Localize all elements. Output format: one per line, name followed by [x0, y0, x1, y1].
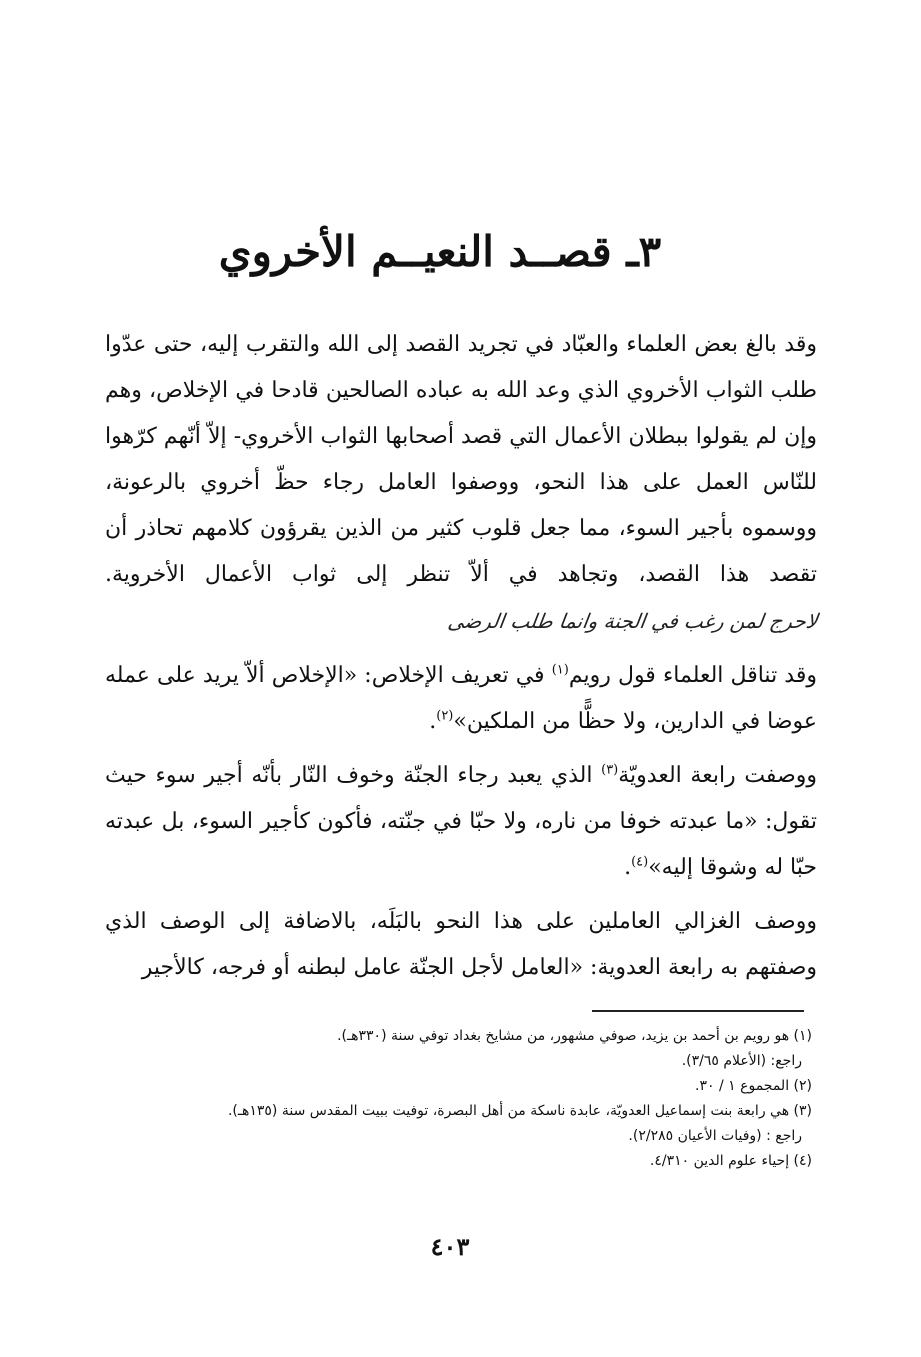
footnote-ref-1: (١): [551, 662, 569, 678]
page-number: ٤٠٣: [430, 1232, 470, 1261]
paragraph-1: [105, 322, 817, 645]
footnote-3: (٣) هي رابعة بنت إسماعيل العدويّة، عابدة ناسكة من أهل البصرة، توفيت ببيت المقدس سنة (١٣٥هـ).: [227, 1103, 812, 1119]
footnote-3-reference: راجع : (وفيات الأعيان ٢/٢٨٥).: [628, 1128, 802, 1144]
footnote-ref-4: (٤): [631, 854, 649, 870]
paragraph-2-text-b: في تعريف الإخلاص: «الإخلاص ألاّ يريد على عمله عوضا في الدارين، ولا حظًّا من الملكين»: [105, 663, 817, 734]
paragraph-2-text-a: وقد تناقل العلماء قول رويم: [568, 663, 817, 688]
paragraph-4: [105, 899, 817, 991]
footnote-2: (٢) المجموع ١ / ٣٠.: [695, 1078, 812, 1094]
section-title: ٣ـ قصــد النعيــم الأخروي: [218, 227, 662, 276]
footnote-1-reference: راجع: (الأعلام ٣/٦٥).: [681, 1053, 802, 1069]
paragraph-3-text-a: ووصفت رابعة العدويّة: [618, 763, 817, 788]
paragraph-4-text: ووصف الغزالي العاملين على هذا النحو بالبَلَه، بالاضافة إلى الوصف الذي وصفتهم به رابعة العدوية: «العامل لأجل الجنّة عامل لبطنه أو فرجه، كالأجير: [105, 909, 817, 980]
footnotes: [100, 1024, 812, 1174]
footnote-4: (٤) إحياء علوم الدين ٤/٣١٠.: [649, 1153, 812, 1169]
footnote-1: (١) هو رويم بن أحمد بن يزيد، صوفي مشهور، من مشايخ بغداد توفي سنة (٣٣٠هـ).: [337, 1028, 812, 1044]
paragraph-3-text-b: الذي يعبد رجاء الجنّة وخوف النّار بأنّه أجير سوء حيث تقول: «ما عبدته خوفا من ناره، ولا حبّا في جنّته، فأكون كأجير السوء، بل عبدته حبّا له وشوقا إليه»: [105, 763, 817, 880]
paragraph-1-text: وقد بالغ بعض العلماء والعبّاد في تجريد القصد إلى الله والتقرب إليه، حتى عدّوا طلب الثواب الأخروي الذي وعد الله به عباده الصالحين قادحا في الإخلاص، وهم وإن لم يقولوا ببطلان الأعمال التي قصد أصحابها الثواب الأخروي- إلاّ أنّهم كرّهوا للنّاس العمل على هذا النحو، ووصفوا العامل رجاء حظّ أخروي بالرعونة، ووسموه بأجير السوء، مما جعل قلوب كثير من الذين يقرؤون كلامهم تحاذر أن تقصد هذا القصد، وتجاهد في ألاّ تنظر إلى ثواب الأعمال الأخروية.: [105, 332, 817, 587]
paragraph-3: [105, 753, 817, 891]
paragraph-2: [105, 653, 817, 745]
paragraph-3-end: .: [624, 855, 632, 880]
footnote-ref-3: (٣): [601, 762, 619, 778]
body-text: [105, 322, 817, 991]
footnote-separator: [592, 1010, 804, 1012]
handwritten-note: لاحرج لمن رغب في الجنة وانما طلب الرضى: [445, 609, 819, 633]
footnote-ref-2: (٢): [436, 708, 454, 724]
paragraph-2-end: .: [429, 709, 437, 734]
